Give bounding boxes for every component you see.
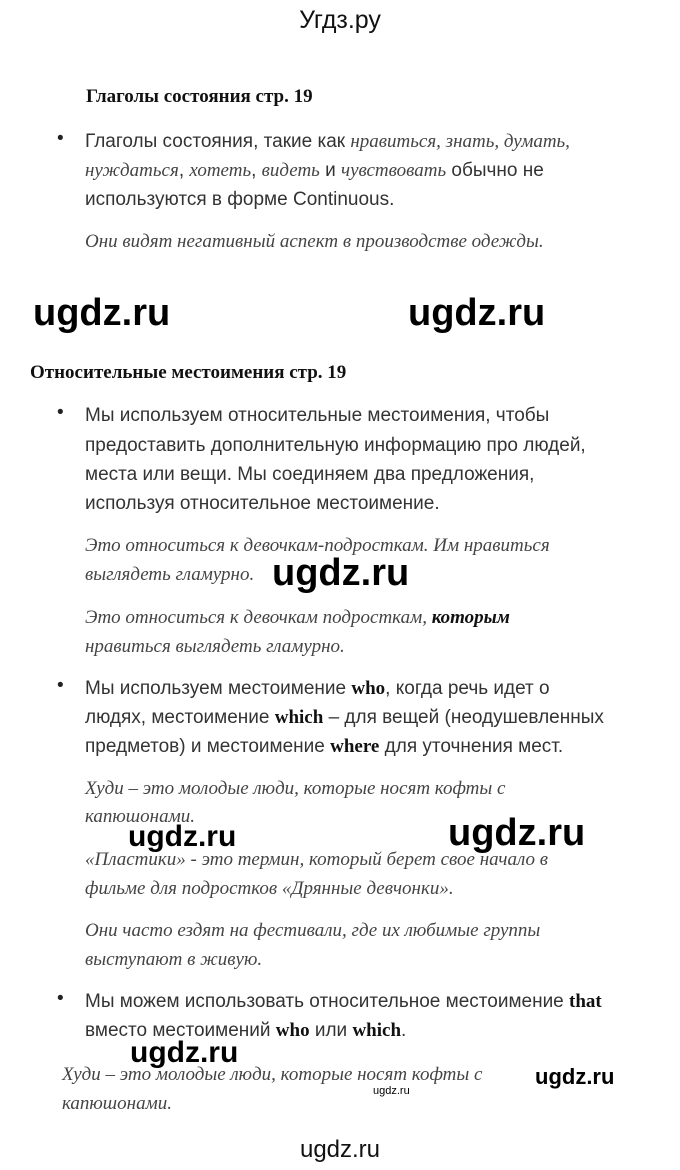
example-6-line-1: Худи – это молодые люди, которые носят кофты с (62, 1064, 483, 1085)
example-5-line-1: Они часто ездят на фестивали, где их любимые группы (85, 920, 541, 941)
site-footer: ugdz.ru (299, 1136, 381, 1163)
example-1-line-2: выглядеть гламурно. (85, 564, 255, 585)
who-which-line-2: людях, местоимение which – для вещей (неодушевленных (85, 707, 604, 728)
example-3-line-2: капюшонами. (85, 806, 195, 827)
that-line-2: вместо местоимений who или which. (85, 1020, 407, 1041)
site-header: Угдз.ру (299, 6, 381, 34)
that-line-1: Мы можем использовать относительное местоимение that (85, 991, 602, 1012)
state-verbs-line-3: используются в форме Continuous. (85, 189, 395, 210)
relative-line-3: места или вещи. Мы соединяем два предложения, (85, 464, 535, 485)
section-title-relative-pronouns: Относительные местоимения стр. 19 (30, 362, 347, 383)
relative-line-4: используя относительное местоимение. (85, 493, 440, 514)
example-4-line-2: фильме для подростков «Дрянные девчонки». (85, 878, 454, 899)
watermark: ugdz.ru (128, 820, 237, 853)
who-which-line-3: предметов) и местоимение where для уточнения мест. (85, 736, 564, 757)
watermark: ugdz.ru (272, 552, 410, 594)
relative-line-2: предоставить дополнительную информацию про людей, (85, 435, 586, 456)
watermark: ugdz.ru (535, 1064, 615, 1089)
watermark-small: ugdz.ru (373, 1085, 410, 1097)
bullet-icon: • (57, 402, 64, 423)
watermark: ugdz.ru (408, 292, 546, 334)
watermark: ugdz.ru (448, 812, 586, 854)
example-1-line-1: Это относиться к девочкам-подросткам. Им нравиться (85, 535, 550, 556)
state-verbs-line-2: нуждаться, хотеть, видеть и чувствовать обычно не (85, 160, 544, 181)
example-3-line-1: Худи – это молодые люди, которые носят кофты с (85, 778, 506, 799)
example-2-line-2: нравиться выглядеть гламурно. (85, 636, 345, 657)
watermark: ugdz.ru (33, 292, 171, 334)
who-which-line-1: Мы используем местоимение who, когда речь идет о (85, 678, 550, 699)
example-4-line-1: «Пластики» - это термин, который берет свое начало в (85, 849, 548, 870)
section-title-state-verbs: Глаголы состояния стр. 19 (86, 86, 313, 107)
watermark: ugdz.ru (130, 1036, 239, 1069)
example-6-line-2: капюшонами. (62, 1093, 172, 1114)
bullet-icon: • (57, 675, 64, 696)
state-verbs-line-1: Глаголы состояния, такие как нравиться, знать, думать, (85, 131, 570, 152)
example-5-line-2: выступают в живую. (85, 949, 263, 970)
state-verbs-example: Они видят негативный аспект в производстве одежды. (85, 231, 544, 252)
relative-line-1: Мы используем относительные местоимения, чтобы (85, 405, 550, 426)
example-2-line-1: Это относиться к девочкам подросткам, которым (85, 607, 510, 628)
bullet-icon: • (57, 988, 64, 1009)
bullet-icon: • (57, 128, 64, 149)
